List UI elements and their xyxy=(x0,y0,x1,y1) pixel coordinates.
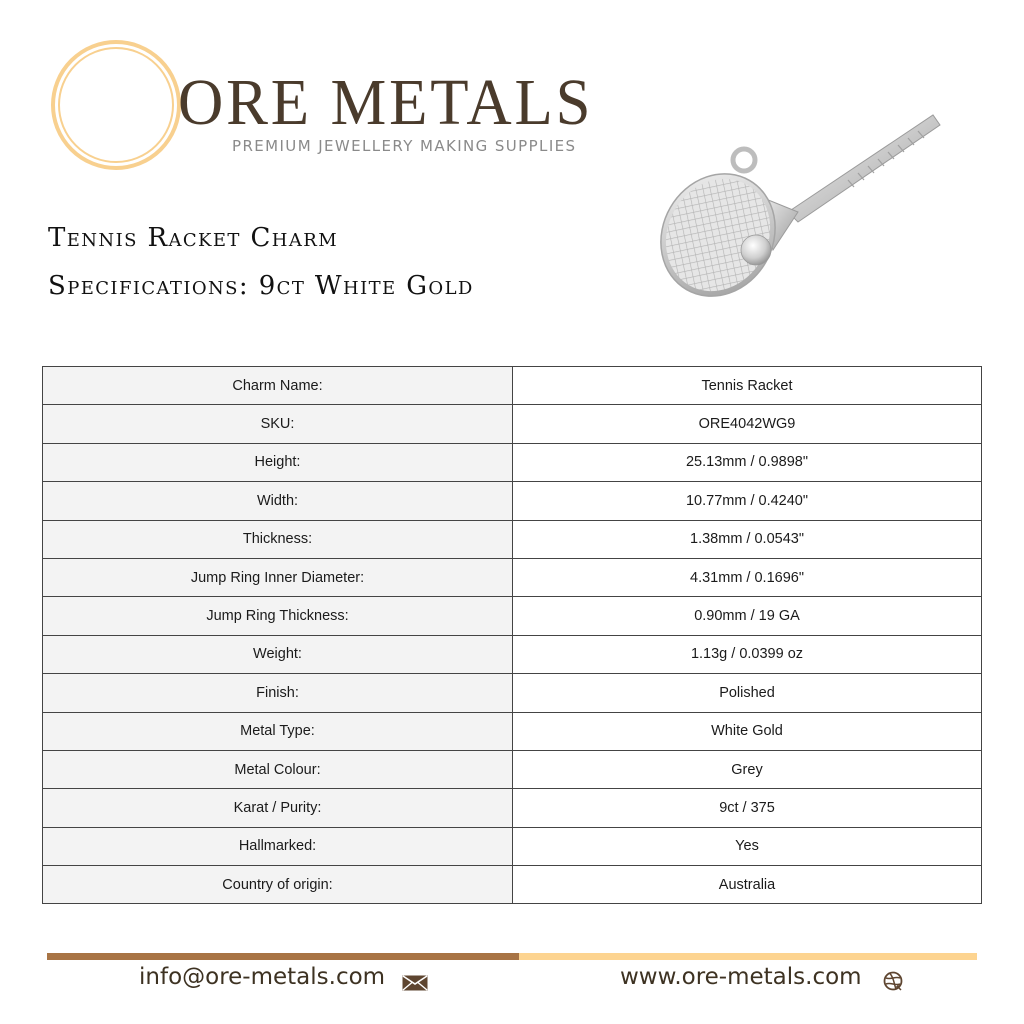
table-row xyxy=(43,789,982,827)
product-title: Tennis Racket Charm xyxy=(48,223,339,253)
table-row xyxy=(43,866,982,904)
table-row xyxy=(43,712,982,750)
specifications-table xyxy=(42,366,982,904)
brand-name: ORE METALS xyxy=(178,66,594,139)
spec-label: Country of origin: xyxy=(43,866,513,904)
spec-value: 10.77mm / 0.4240" xyxy=(513,482,982,520)
spec-label: Weight: xyxy=(43,635,513,673)
footer-divider-right xyxy=(519,953,977,960)
spec-label: Width: xyxy=(43,482,513,520)
envelope-icon xyxy=(402,975,428,991)
table-row xyxy=(43,674,982,712)
table-row xyxy=(43,443,982,481)
table-row xyxy=(43,635,982,673)
spec-value: Tennis Racket xyxy=(513,367,982,405)
spec-value: Grey xyxy=(513,750,982,788)
spec-label: Jump Ring Inner Diameter: xyxy=(43,558,513,596)
spec-value: 25.13mm / 0.9898" xyxy=(513,443,982,481)
spec-value: 1.38mm / 0.0543" xyxy=(513,520,982,558)
table-row xyxy=(43,405,982,443)
spec-value: ORE4042WG9 xyxy=(513,405,982,443)
table-row xyxy=(43,558,982,596)
logo-ring-inner xyxy=(58,47,174,163)
footer-divider-left xyxy=(47,953,519,960)
footer-email-link[interactable]: info@ore-metals.com xyxy=(139,964,386,990)
spec-value: Australia xyxy=(513,866,982,904)
table-row xyxy=(43,367,982,405)
spec-value: 0.90mm / 19 GA xyxy=(513,597,982,635)
tennis-racket-charm-image xyxy=(648,100,958,300)
brand-tagline: PREMIUM JEWELLERY MAKING SUPPLIES xyxy=(232,137,577,155)
spec-label: Hallmarked: xyxy=(43,827,513,865)
table-row xyxy=(43,827,982,865)
spec-label: Charm Name: xyxy=(43,367,513,405)
table-row xyxy=(43,520,982,558)
spec-label: Metal Colour: xyxy=(43,750,513,788)
table-row xyxy=(43,750,982,788)
spec-value: Yes xyxy=(513,827,982,865)
spec-label: Jump Ring Thickness: xyxy=(43,597,513,635)
spec-label: Height: xyxy=(43,443,513,481)
spec-value: Polished xyxy=(513,674,982,712)
spec-label: SKU: xyxy=(43,405,513,443)
spec-value: White Gold xyxy=(513,712,982,750)
spec-value: 9ct / 375 xyxy=(513,789,982,827)
table-row xyxy=(43,482,982,520)
spec-label: Metal Type: xyxy=(43,712,513,750)
globe-icon xyxy=(883,971,904,992)
spec-label: Finish: xyxy=(43,674,513,712)
table-row xyxy=(43,597,982,635)
spec-label: Karat / Purity: xyxy=(43,789,513,827)
spec-label: Thickness: xyxy=(43,520,513,558)
spec-value: 1.13g / 0.0399 oz xyxy=(513,635,982,673)
spec-value: 4.31mm / 0.1696" xyxy=(513,558,982,596)
product-specifications-heading: Specifications: 9ct White Gold xyxy=(48,271,474,301)
footer-website-link[interactable]: www.ore-metals.com xyxy=(620,964,862,990)
